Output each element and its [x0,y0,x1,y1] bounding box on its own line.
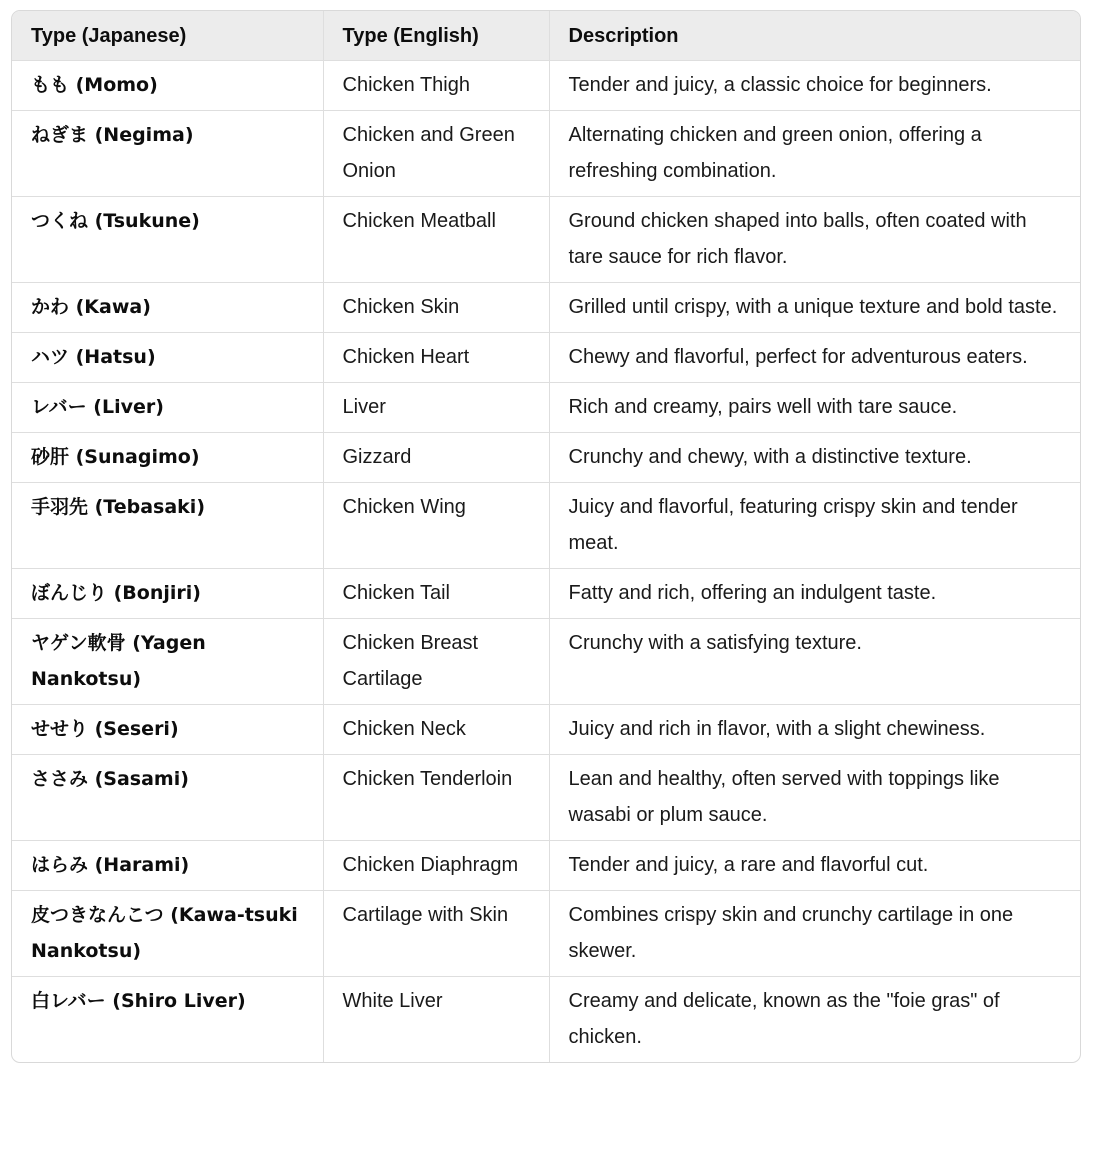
table-row [12,197,1080,283]
table-row [12,111,1080,197]
cell-description: Tender and juicy, a rare and flavorful cut. [549,841,1080,891]
table-row [12,977,1080,1063]
cell-type-japanese: ささみ (Sasami) [12,755,323,841]
table-header [12,11,1080,61]
table-row [12,891,1080,977]
table-body [12,61,1080,1063]
cell-type-english: Chicken Meatball [323,197,549,283]
cell-type-japanese: 砂肝 (Sunagimo) [12,433,323,483]
cell-type-english: Chicken Neck [323,705,549,755]
cell-type-english: Chicken and Green Onion [323,111,549,197]
cell-type-english: Chicken Tail [323,569,549,619]
cell-type-english: Chicken Diaphragm [323,841,549,891]
cell-type-english: Gizzard [323,433,549,483]
cell-type-japanese: はらみ (Harami) [12,841,323,891]
cell-type-english: Chicken Wing [323,483,549,569]
cell-type-english: Chicken Heart [323,333,549,383]
header-type-english: Type (English) [323,11,549,61]
table-row [12,383,1080,433]
cell-description: Crunchy with a satisfying texture. [549,619,1080,705]
table-row [12,619,1080,705]
cell-description: Juicy and rich in flavor, with a slight chewiness. [549,705,1080,755]
cell-type-english: Liver [323,383,549,433]
table-row [12,61,1080,111]
header-type-japanese: Type (Japanese) [12,11,323,61]
cell-type-japanese: せせり (Seseri) [12,705,323,755]
cell-type-english: Chicken Thigh [323,61,549,111]
cell-type-japanese: ぼんじり (Bonjiri) [12,569,323,619]
cell-description: Creamy and delicate, known as the "foie gras" of chicken. [549,977,1080,1063]
cell-description: Alternating chicken and green onion, offering a refreshing combination. [549,111,1080,197]
cell-description: Lean and healthy, often served with toppings like wasabi or plum sauce. [549,755,1080,841]
cell-description: Juicy and flavorful, featuring crispy skin and tender meat. [549,483,1080,569]
cell-description: Chewy and flavorful, perfect for adventurous eaters. [549,333,1080,383]
header-description: Description [549,11,1080,61]
table-row [12,333,1080,383]
cell-type-english: Chicken Skin [323,283,549,333]
cell-type-english: Chicken Breast Cartilage [323,619,549,705]
header-row [12,11,1080,61]
cell-description: Tender and juicy, a classic choice for beginners. [549,61,1080,111]
table-row [12,433,1080,483]
cell-type-japanese: ねぎま (Negima) [12,111,323,197]
cell-description: Combines crispy skin and crunchy cartilage in one skewer. [549,891,1080,977]
cell-type-japanese: ハツ (Hatsu) [12,333,323,383]
cell-type-japanese: ヤゲン軟骨 (Yagen Nankotsu) [12,619,323,705]
cell-type-japanese: もも (Momo) [12,61,323,111]
cell-description: Crunchy and chewy, with a distinctive texture. [549,433,1080,483]
cell-type-japanese: つくね (Tsukune) [12,197,323,283]
cell-description: Fatty and rich, offering an indulgent taste. [549,569,1080,619]
cell-description: Grilled until crispy, with a unique texture and bold taste. [549,283,1080,333]
cell-type-japanese: 白レバー (Shiro Liver) [12,977,323,1063]
table-row [12,705,1080,755]
cell-type-japanese: かわ (Kawa) [12,283,323,333]
table-row [12,483,1080,569]
table-row [12,283,1080,333]
yakitori-table-container [11,10,1081,1063]
table-row [12,755,1080,841]
cell-type-english: Cartilage with Skin [323,891,549,977]
table-row [12,569,1080,619]
cell-description: Ground chicken shaped into balls, often coated with tare sauce for rich flavor. [549,197,1080,283]
cell-type-english: Chicken Tenderloin [323,755,549,841]
cell-description: Rich and creamy, pairs well with tare sauce. [549,383,1080,433]
cell-type-japanese: 皮つきなんこつ (Kawa-tsuki Nankotsu) [12,891,323,977]
cell-type-japanese: 手羽先 (Tebasaki) [12,483,323,569]
table-row [12,841,1080,891]
cell-type-japanese: レバー (Liver) [12,383,323,433]
cell-type-english: White Liver [323,977,549,1063]
yakitori-table [12,11,1080,1062]
